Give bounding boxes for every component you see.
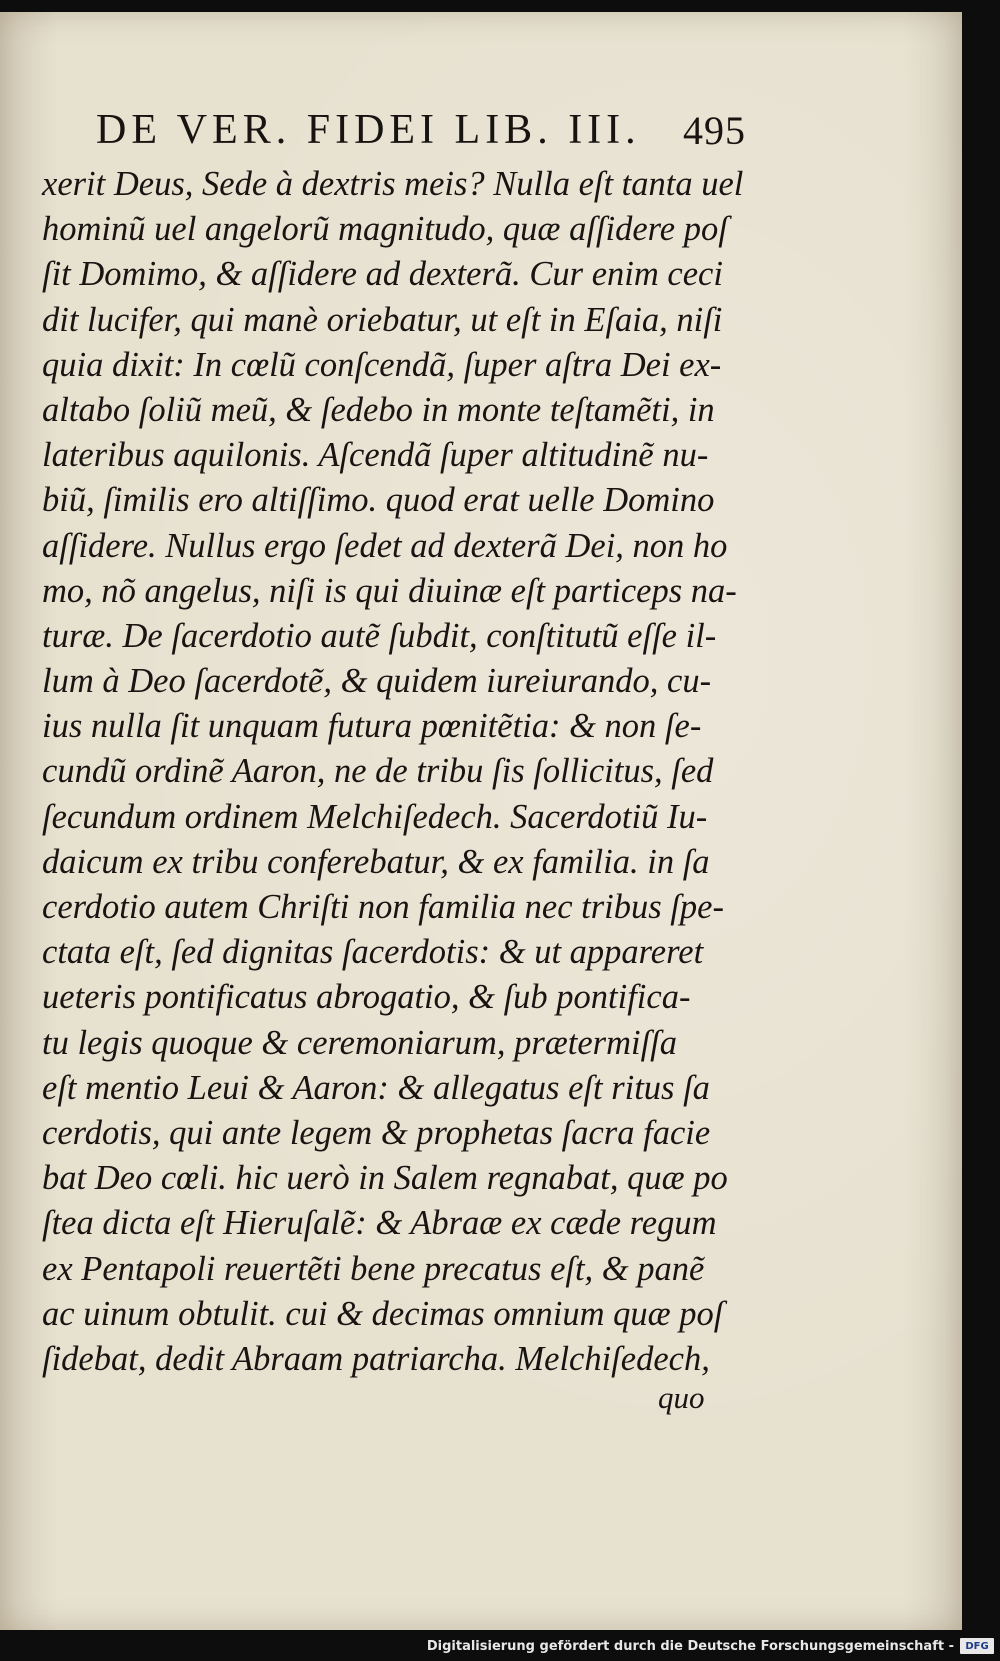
text-line: ueteris pontificatus abrogatio, & ſub pontifica-	[42, 978, 691, 1017]
text-line: altabo ſoliũ meũ, & ſedebo in monte teſtamẽti, in	[42, 390, 715, 429]
text-line: ac uinum obtulit. cui & decimas omnium quæ poſ	[42, 1294, 724, 1333]
text-line: daicum ex tribu conferebatur, & ex familia. in ſa	[42, 842, 710, 881]
text-line: ſecundum ordinem Melchiſedech. Sacerdotiũ Iu-	[42, 797, 708, 836]
text-line: bat Deo cœli. hic uerò in Salem regnabat, quæ po	[42, 1159, 728, 1198]
book-page	[0, 12, 962, 1630]
text-line: lum à Deo ſacerdotẽ, & quidem iureiurando, cu-	[42, 662, 712, 701]
text-line: eſt mentio Leui & Aaron: & allegatus eſt ritus ſa	[42, 1068, 710, 1107]
digitization-footer	[427, 1633, 994, 1659]
text-line: cundũ ordinẽ Aaron, ne de tribu ſis ſollicitus, ſed	[42, 752, 714, 791]
dfg-logo-icon: DFG	[960, 1638, 994, 1654]
text-line: turæ. De ſacerdotio autẽ ſubdit, conſtitutũ eſſe il-	[42, 616, 717, 655]
text-line: mo, nõ angelus, niſi is qui diuinæ eſt particeps na-	[42, 571, 737, 610]
page-header	[96, 100, 746, 160]
text-line: ſit Domimo, & aſſidere ad dexterã. Cur enim ceci	[42, 255, 723, 294]
text-line: quia dixit: In cœlũ conſcendã, ſuper aſtra Dei ex-	[42, 345, 722, 384]
catchword: quo	[658, 1380, 705, 1415]
text-line: ſidebat, dedit Abraam patriarcha. Melchiſedech,	[42, 1339, 710, 1378]
text-line: ctata eſt, ſed dignitas ſacerdotis: & ut appareret	[42, 933, 704, 972]
footer-credit: Digitalisierung gefördert durch die Deutsche Forschungsgemeinschaft -	[426, 1638, 954, 1654]
page-number: 495	[683, 107, 746, 153]
text-line: hominũ uel angelorũ magnitudo, quæ aſſidere poſ	[42, 210, 728, 249]
text-line: ſtea dicta eſt Hieruſalẽ: & Abraæ ex cæde regum	[42, 1204, 717, 1243]
body-text	[42, 162, 752, 1382]
text-line: tu legis quoque & ceremoniarum, prætermiſſa	[42, 1023, 677, 1062]
text-line: biũ, ſimilis ero altiſſimo. quod erat uelle Domino	[42, 481, 715, 520]
text-line: cerdotio autem Chriſti non familia nec tribus ſpe-	[42, 888, 724, 926]
text-line: cerdotis, qui ante legem & prophetas ſacra facie	[42, 1113, 711, 1152]
text-line: aſſidere. Nullus ergo ſedet ad dexterã Dei, non ho	[42, 526, 728, 565]
text-line: lateribus aquilonis. Aſcendã ſuper altitudinẽ nu-	[42, 436, 709, 475]
text-line: ex Pentapoli reuertẽti bene precatus eſt, & panẽ	[42, 1249, 705, 1288]
text-line: dit lucifer, qui manè oriebatur, ut eſt in Eſaia, niſi	[42, 300, 723, 339]
text-line: ius nulla ſit unquam futura pœnitẽtia: & non ſe-	[42, 707, 702, 746]
running-title: DE VER. FIDEI LIB. III.	[96, 107, 641, 153]
text-line: xerit Deus, Sede à dextris meis? Nulla eſt tanta uel	[42, 165, 744, 203]
